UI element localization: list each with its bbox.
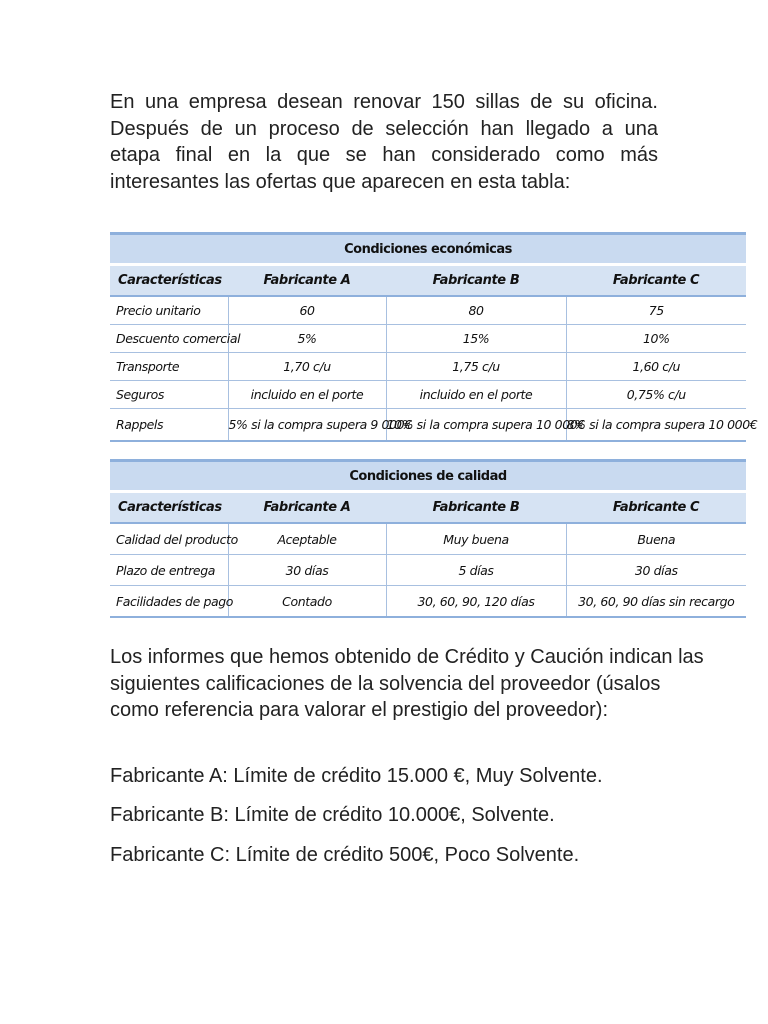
fabricante-a-line: Fabricante A: Límite de crédito 15.000 €, Muy Solvente. [110, 765, 603, 787]
cell-fabricante-c: 75 [566, 296, 746, 325]
cell-fabricante-c: 10% [566, 325, 746, 353]
table-row-descuento-comercial [110, 325, 746, 353]
cell-fabricante-a: 1,70 c/u [228, 353, 386, 381]
quality-table-title: Condiciones de calidad [110, 461, 746, 492]
cell-fabricante-a: 5% [228, 325, 386, 353]
table-row-transporte [110, 353, 746, 381]
informes-paragraph: Los informes que hemos obtenido de Crédito y Caución indican las siguientes calificaciones de la solvencia del proveedor (úsalos como referencia para valorar el prestigio del proveedor): [110, 646, 704, 721]
fabricante-b-line: Fabricante B: Límite de crédito 10.000€, Solvente. [110, 804, 555, 826]
table-row-precio-unitario [110, 296, 746, 325]
cell-fabricante-a: Aceptable [228, 523, 386, 555]
table-row-calidad-del-producto [110, 523, 746, 555]
cell-fabricante-b: Muy buena [386, 523, 566, 555]
header-caracteristicas: Características [110, 492, 228, 524]
table-row-plazo-de-entrega [110, 555, 746, 586]
row-label: Facilidades de pago [110, 586, 228, 618]
row-label: Descuento comercial [110, 325, 228, 353]
cell-fabricante-b: 1,75 c/u [386, 353, 566, 381]
cell-fabricante-c: 30 días [566, 555, 746, 586]
row-label: Seguros [110, 381, 228, 409]
economic-table-header-row [110, 265, 746, 297]
cell-fabricante-a: 5% si la compra supera 9 000€ [228, 409, 386, 442]
cell-fabricante-b: incluido en el porte [386, 381, 566, 409]
cell-fabricante-a: 60 [228, 296, 386, 325]
cell-fabricante-b: 15% [386, 325, 566, 353]
quality-conditions-table [110, 459, 746, 618]
header-fabricante-b: Fabricante B [386, 265, 566, 297]
cell-fabricante-b: 10% si la compra supera 10 000€ [386, 409, 566, 442]
economic-conditions-table [110, 232, 758, 442]
cell-fabricante-c: 8% si la compra supera 10 000€ [566, 409, 746, 442]
cell-fabricante-c: 30, 60, 90 días sin recargo [566, 586, 746, 618]
intro-paragraph: En una empresa desean renovar 150 sillas de su oficina. Después de un proceso de selección han llegado a una etapa final en la que se han considerado como más interesantes las ofertas que aparecen en esta tabla: [110, 91, 658, 193]
cell-fabricante-c: Buena [566, 523, 746, 555]
row-label: Rappels [110, 409, 228, 442]
fabricante-c-line: Fabricante C: Límite de crédito 500€, Poco Solvente. [110, 844, 580, 866]
quality-table-header-row [110, 492, 746, 524]
table-row-rappels [110, 409, 746, 442]
header-fabricante-a: Fabricante A [228, 492, 386, 524]
row-label: Precio unitario [110, 296, 228, 325]
cell-fabricante-a: 30 días [228, 555, 386, 586]
row-label: Transporte [110, 353, 228, 381]
cell-fabricante-a: Contado [228, 586, 386, 618]
table-row-seguros [110, 381, 746, 409]
economic-table-title: Condiciones económicas [110, 234, 746, 265]
header-fabricante-c: Fabricante C [566, 492, 746, 524]
cell-fabricante-b: 5 días [386, 555, 566, 586]
header-fabricante-a: Fabricante A [228, 265, 386, 297]
row-label: Plazo de entrega [110, 555, 228, 586]
row-label: Calidad del producto [110, 523, 228, 555]
cell-fabricante-b: 30, 60, 90, 120 días [386, 586, 566, 618]
header-fabricante-b: Fabricante B [386, 492, 566, 524]
cell-fabricante-c: 1,60 c/u [566, 353, 746, 381]
cell-fabricante-a: incluido en el porte [228, 381, 386, 409]
header-fabricante-c: Fabricante C [566, 265, 746, 297]
cell-fabricante-b: 80 [386, 296, 566, 325]
table-row-facilidades-de-pago [110, 586, 746, 618]
cell-fabricante-c: 0,75% c/u [566, 381, 746, 409]
header-caracteristicas: Características [110, 265, 228, 297]
